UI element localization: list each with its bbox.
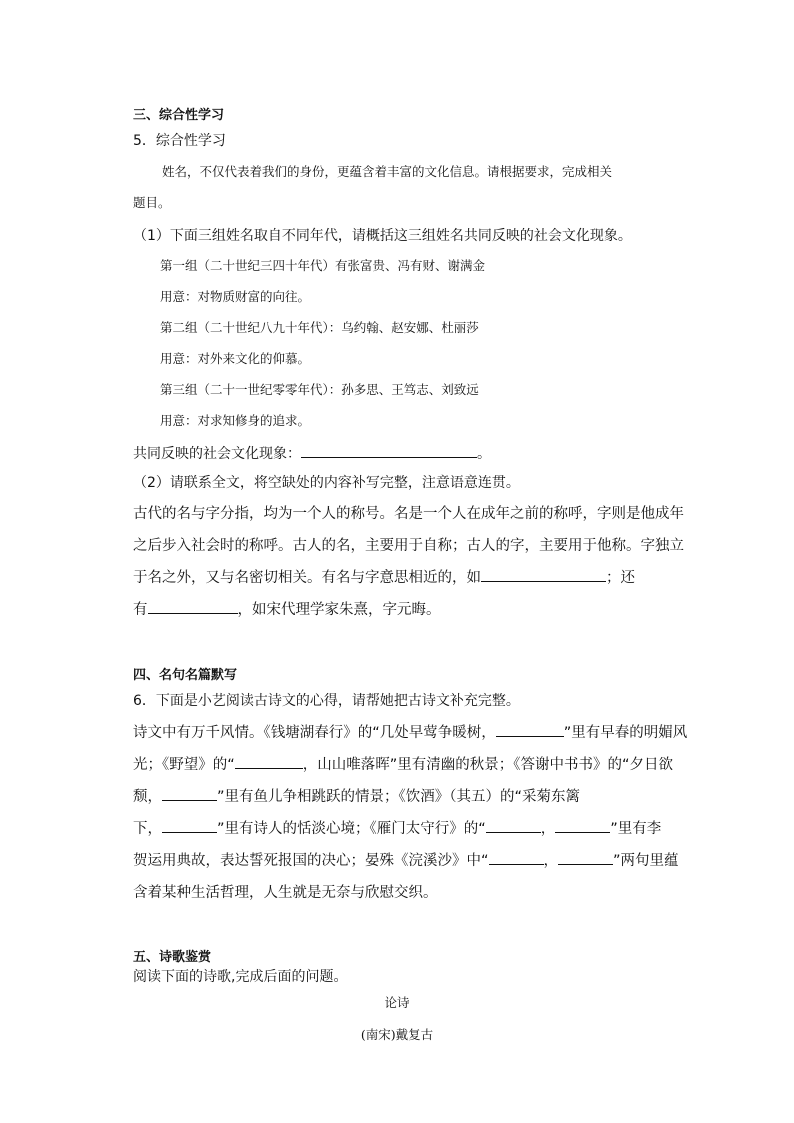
poem-fill-line-2 [133,753,673,774]
section-5-intro: 阅读下面的诗歌,完成后面的问题。 [133,969,348,985]
poem-fill-line-4 [133,817,661,838]
section-heading-4: 四、名句名篇默写 [133,668,238,683]
passage-line-4-text: ，如宋代理学家朱熹，字元晦。 [237,602,441,618]
line-2-start: 光；《野望》的“ [133,757,235,773]
line-4-start: 下， [133,821,162,837]
passage-line-4 [133,598,441,619]
blank-4[interactable] [162,817,217,833]
group-3-meaning: 用意：对求知修身的追求。 [160,413,311,428]
section-heading-3: 三、综合性学习 [133,108,225,123]
answer-prefix: 共同反映的社会文化现象： [133,446,301,462]
answer-suffix: 。 [477,446,491,462]
subquestion-1: （1）下面三组姓名取自不同年代，请概括这三组姓名共同反映的社会文化现象。 [133,228,632,244]
line-2-text: ，山山唯落晖”里有清幽的秋景；《答谢中书书》的“夕日欲 [302,757,674,773]
question-6-label: 6．下面是小艺阅读古诗文的心得，请帮她把古诗文补充完整。 [133,693,520,709]
line-4-text: ”里有诗人的恬淡心境；《雁门太守行》的“ [217,821,486,837]
passage-line-4-start: 有 [133,602,148,618]
passage-line-1: 古代的名与字分指，均为一个人的称号。名是一个人在成年之前的称呼，字则是他成年 [133,506,684,522]
blank-3[interactable] [162,785,217,801]
question-5-label: 5．综合性学习 [133,133,226,149]
answer-blank[interactable] [301,442,477,458]
poem-fill-line-5 [133,849,679,870]
subquestion-2: （2）请联系全文，将空缺处的内容补写完整，注意语意连贯。 [133,475,520,491]
intro-line-2: 题目。 [133,195,171,210]
line-1-text: 诗文中有万千风情。《钱塘湖春行》的“几处早莺争暖树， [133,725,496,741]
blank-5[interactable] [486,817,541,833]
poem-title: 论诗 [384,995,410,1010]
line-3-text: ”里有鱼儿争相跳跃的情景；《饮酒》（其五）的“采菊东篱 [217,789,581,805]
passage-line-3-end: ；还 [606,570,635,586]
blank-similar-meaning[interactable] [481,566,606,582]
poem-author: (南宋)戴复古 [360,1027,434,1042]
passage-line-2: 之后步入社会时的称呼。古人的名，主要用于自称；古人的字，主要用于他称。字独立 [133,538,684,554]
poem-fill-line-6: 含着某种生活哲理，人生就是无奈与欣慰交织。 [133,885,438,901]
line-5-comma: ， [543,853,559,869]
intro-line-1: 姓名，不仅代表着我们的身份，更蕴含着丰富的文化信息。请根据要求，完成相关 [162,164,613,179]
line-4-end: ”里有李 [610,821,662,837]
poem-fill-line-3 [133,785,580,806]
poem-fill-line-1 [133,721,687,742]
passage-line-3 [133,566,635,587]
passage-line-3-text: 于名之外，又与名密切相关。有名与字意思相近的，如 [133,570,481,586]
group-1-label: 第一组（二十世纪三四十年代）有张富贵、冯有财、谢满金 [160,258,486,273]
blank-opposite-meaning[interactable] [148,598,238,614]
group-2-meaning: 用意：对外来文化的仰慕。 [160,351,311,366]
line-5-text: 贺运用典故，表达誓死报国的决心；晏殊《浣溪沙》中“ [133,853,489,869]
section-heading-5: 五、诗歌鉴赏 [133,950,212,965]
blank-7[interactable] [489,849,544,865]
line-3-start: 颓， [133,789,162,805]
group-2-label: 第二组（二十世纪八九十年代）：乌约翰、赵安娜、杜丽莎 [160,320,479,335]
line-5-end: ”两句里蕴 [613,853,679,869]
line-1-end: ”里有早春的明媚风 [563,725,688,741]
blank-6[interactable] [555,817,610,833]
answer-line [133,442,491,463]
group-1-meaning: 用意：对物质财富的向往。 [160,289,311,304]
blank-1[interactable] [496,721,564,737]
group-3-label: 第三组（二十一世纪零零年代）：孙多思、王笃志、刘致远 [160,382,479,397]
blank-2[interactable] [235,753,303,769]
blank-8[interactable] [558,849,613,865]
line-4-comma: ， [540,821,556,837]
